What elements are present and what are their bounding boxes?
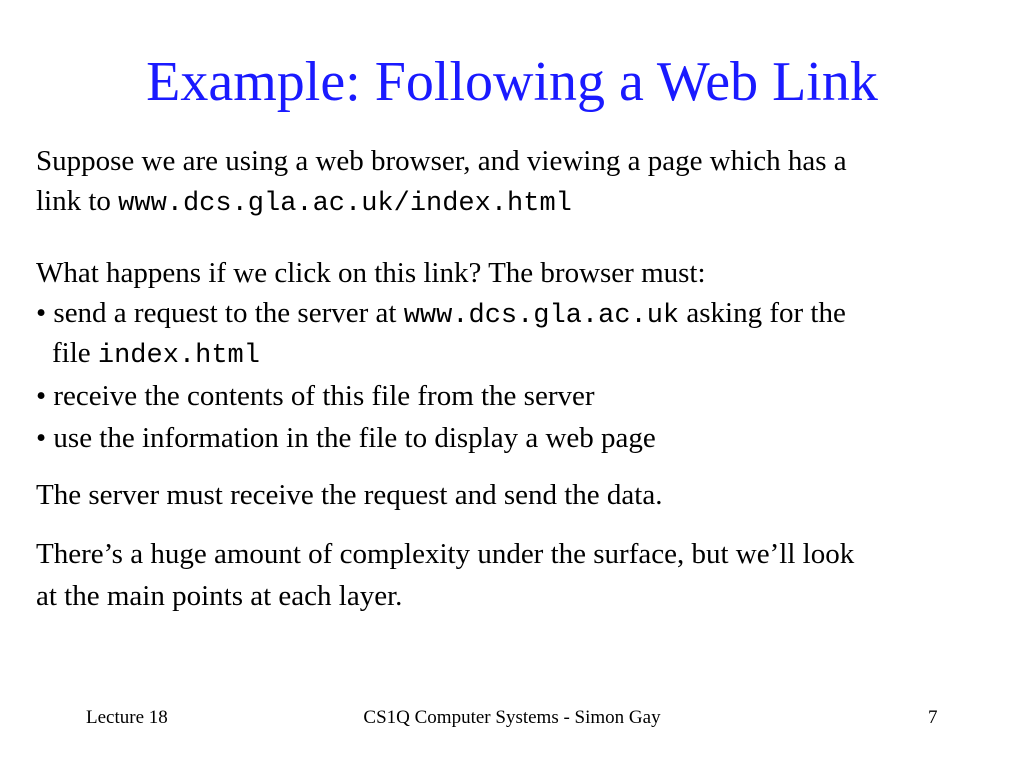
bullet-send-request-suffix: asking for the [679, 297, 846, 329]
bullet-send-request [36, 293, 1016, 336]
bullet-receive-contents: • receive the contents of this file from the server [36, 380, 595, 412]
complexity-line-1: There’s a huge amount of complexity under the surface, but we’ll look [36, 538, 855, 570]
bullet-send-request-prefix: • send a request to the server at [36, 297, 404, 329]
intro-line-2 [36, 181, 1016, 224]
question-line: What happens if we click on this link? The browser must: [36, 257, 706, 289]
footer-course-title: CS1Q Computer Systems - Simon Gay [363, 707, 661, 728]
server-host: www.dcs.gla.ac.uk [403, 301, 680, 331]
intro-url: www.dcs.gla.ac.uk/index.html [118, 189, 572, 219]
server-paragraph: The server must receive the request and send the data. [36, 479, 663, 511]
bullet-display-page: • use the information in the file to display a web page [36, 422, 656, 454]
intro-line-2-prefix: link to [36, 185, 119, 217]
footer-lecture: Lecture 18 [86, 707, 168, 728]
footer-page-number: 7 [928, 707, 938, 728]
slide-title: Example: Following a Web Link [146, 51, 878, 113]
bullet-send-request-continued [36, 333, 1024, 376]
intro-line-1: Suppose we are using a web browser, and viewing a page which has a [36, 145, 847, 177]
file-name: index.html [97, 341, 260, 371]
bullet-continued-prefix: file [52, 337, 98, 369]
complexity-line-2: at the main points at each layer. [36, 580, 403, 612]
